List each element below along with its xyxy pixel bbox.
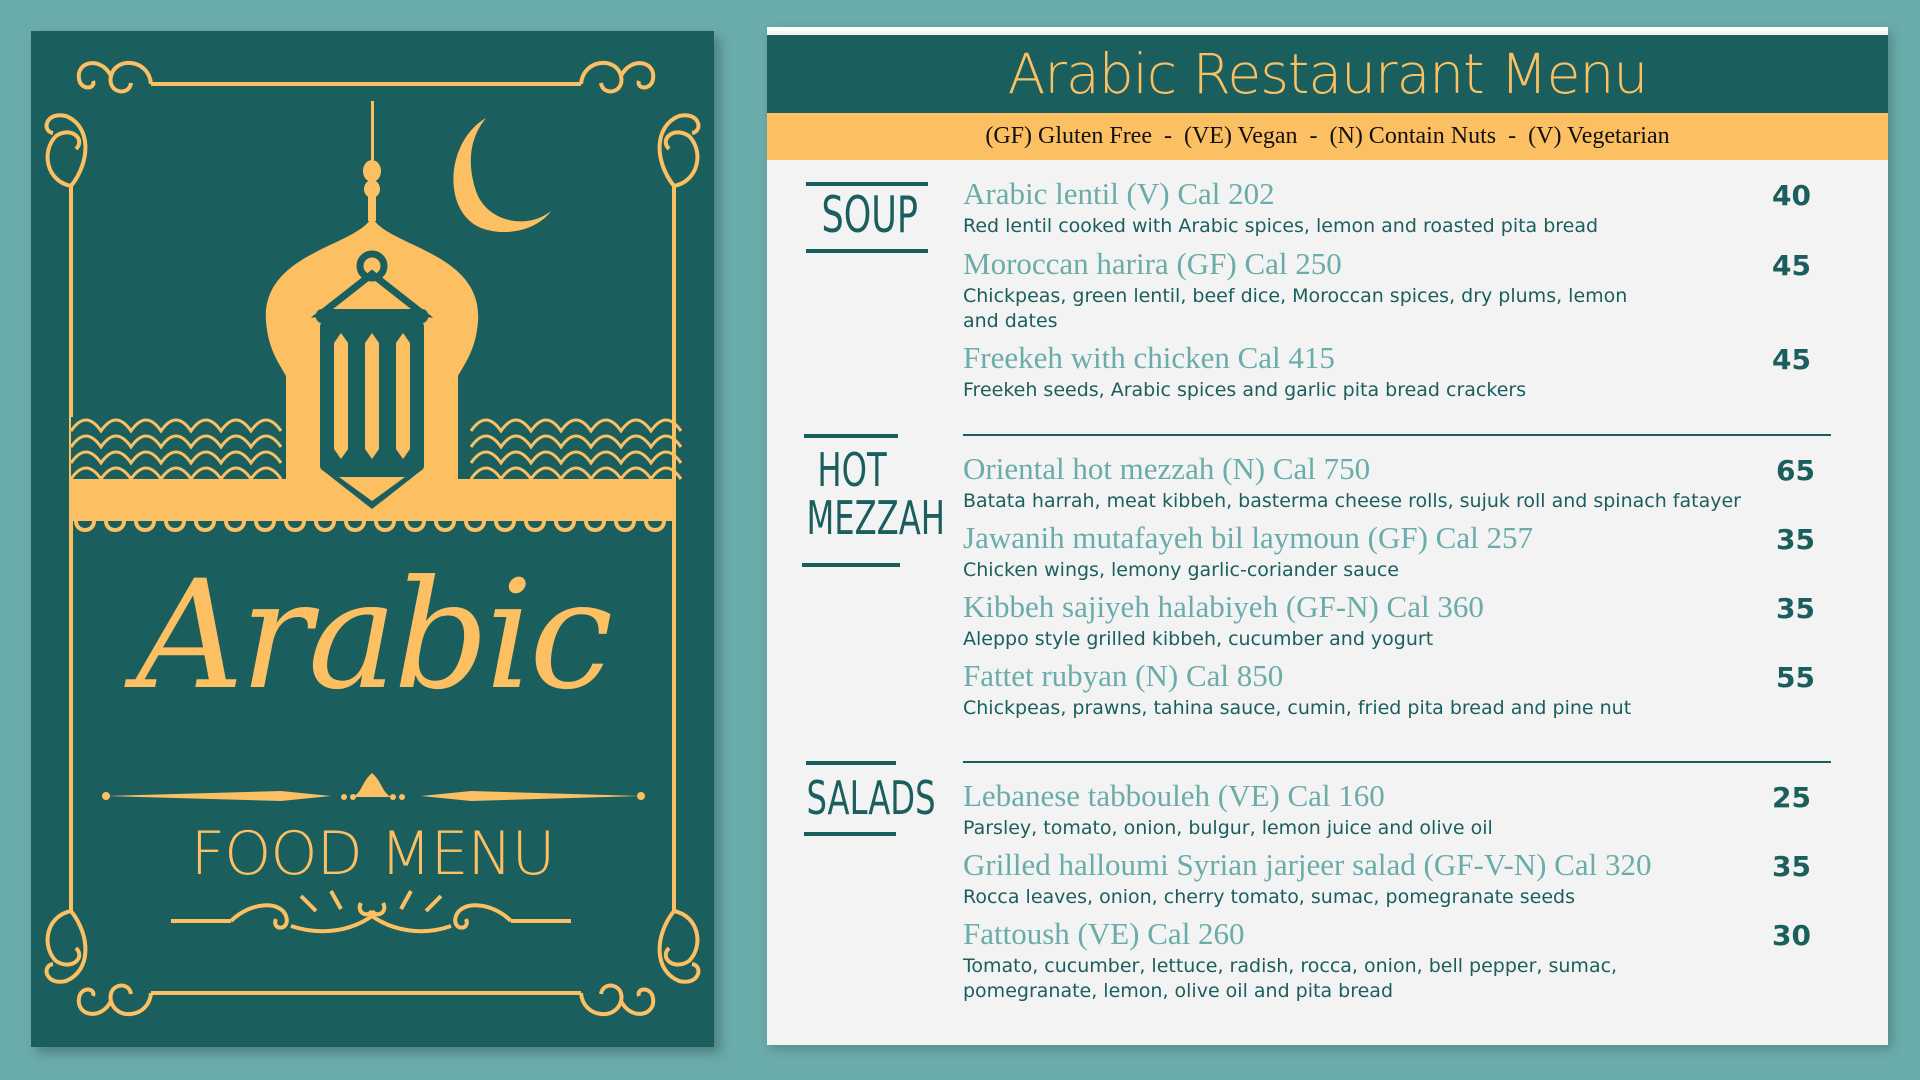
menu-item <box>963 341 1813 403</box>
item-name: Arabic lentil (V) Cal 202 <box>963 176 1275 211</box>
dietary-legend: (GF) Gluten Free - (VE) Vegan - (N) Contain Nuts - (V) Vegetarian <box>985 123 1670 149</box>
item-description: Red lentil cooked with Arabic spices, lemon and roasted pita bread <box>963 215 1599 237</box>
item-price: 65 <box>1776 454 1815 487</box>
section-label-line: MEZZAH <box>806 491 945 546</box>
item-name: Fattoush (VE) Cal 260 <box>963 916 1245 951</box>
section-label-hot-mezzah <box>806 443 945 546</box>
poster-subtitle: FOOD MENU <box>190 819 555 889</box>
section-rule-bottom <box>802 563 900 567</box>
menu-header <box>767 35 1888 113</box>
item-name: Freekeh with chicken Cal 415 <box>963 340 1335 375</box>
section-rule-top <box>806 761 896 765</box>
item-name: Lebanese tabbouleh (VE) Cal 160 <box>963 778 1385 813</box>
menu-item <box>963 247 1813 334</box>
item-price: 45 <box>1772 249 1811 282</box>
section-rule-bottom <box>806 249 928 253</box>
poster-script-title: Arabic <box>135 549 610 723</box>
section-label-line: HOT <box>817 443 887 497</box>
item-name: Grilled halloumi Syrian jarjeer salad (GF-V-N) Cal 320 <box>963 847 1652 882</box>
crescent-moon-icon <box>453 118 551 232</box>
item-description: Chicken wings, lemony garlic-coriander sauce <box>963 559 1399 581</box>
menu-cover-poster <box>31 31 714 1047</box>
menu-panel <box>767 27 1888 1045</box>
section-divider <box>963 761 1831 763</box>
section-label-soup: SOUP <box>821 186 918 244</box>
item-description: Chickpeas, prawns, tahina sauce, cumin, fried pita bread and pine nut <box>963 697 1632 719</box>
menu-item <box>963 659 1813 721</box>
section-divider <box>963 434 1831 436</box>
section-rule-top <box>804 434 898 438</box>
menu-item <box>963 779 1813 841</box>
item-name: Oriental hot mezzah (N) Cal 750 <box>963 451 1371 486</box>
menu-item <box>963 452 1813 514</box>
section-label-salads: SALADS <box>806 771 936 825</box>
item-price: 55 <box>1776 661 1815 694</box>
item-price: 25 <box>1772 781 1811 814</box>
scale-pattern-left-icon <box>71 417 281 479</box>
dietary-legend-bar <box>767 113 1888 160</box>
menu-item <box>963 177 1813 239</box>
item-description: Rocca leaves, onion, cherry tomato, sumac, pomegranate seeds <box>963 886 1576 908</box>
divider-ornament-icon <box>102 773 645 801</box>
item-price: 40 <box>1772 179 1811 212</box>
item-description: Batata harrah, meat kibbeh, basterma cheese rolls, sujuk roll and spinach fatayer <box>963 490 1741 512</box>
item-price: 35 <box>1776 523 1815 556</box>
item-name: Kibbeh sajiyeh halabiyeh (GF-N) Cal 360 <box>963 589 1484 624</box>
item-description: Chickpeas, green lentil, beef dice, Moroccan spices, dry plums, lemon and dates <box>963 285 1628 332</box>
menu-item <box>963 848 1813 910</box>
item-description: Tomato, cucumber, lettuce, radish, rocca, onion, bell pepper, sumac, pomegranate, lemon, olive oil and pita bread <box>963 955 1618 1002</box>
item-price: 30 <box>1772 919 1811 952</box>
item-description: Freekeh seeds, Arabic spices and garlic pita bread crackers <box>963 379 1527 401</box>
item-price: 45 <box>1772 343 1811 376</box>
item-name: Jawanih mutafayeh bil laymoun (GF) Cal 257 <box>963 520 1533 555</box>
menu-item <box>963 590 1813 652</box>
scale-pattern-right-icon <box>471 420 681 479</box>
flourish-ornament-icon <box>171 891 571 931</box>
item-price: 35 <box>1776 592 1815 625</box>
section-rule-bottom <box>804 832 896 836</box>
item-price: 35 <box>1772 850 1811 883</box>
wave-border-icon <box>71 509 674 521</box>
item-description: Parsley, tomato, onion, bulgur, lemon juice and olive oil <box>963 817 1493 839</box>
item-description: Aleppo style grilled kibbeh, cucumber and yogurt <box>963 628 1434 650</box>
menu-item <box>963 521 1813 583</box>
item-name: Moroccan harira (GF) Cal 250 <box>963 246 1342 281</box>
menu-title: Arabic Restaurant Menu <box>1007 42 1648 106</box>
poster-artwork <box>31 31 714 1047</box>
item-name: Fattet rubyan (N) Cal 850 <box>963 658 1284 693</box>
menu-item <box>963 917 1813 1004</box>
